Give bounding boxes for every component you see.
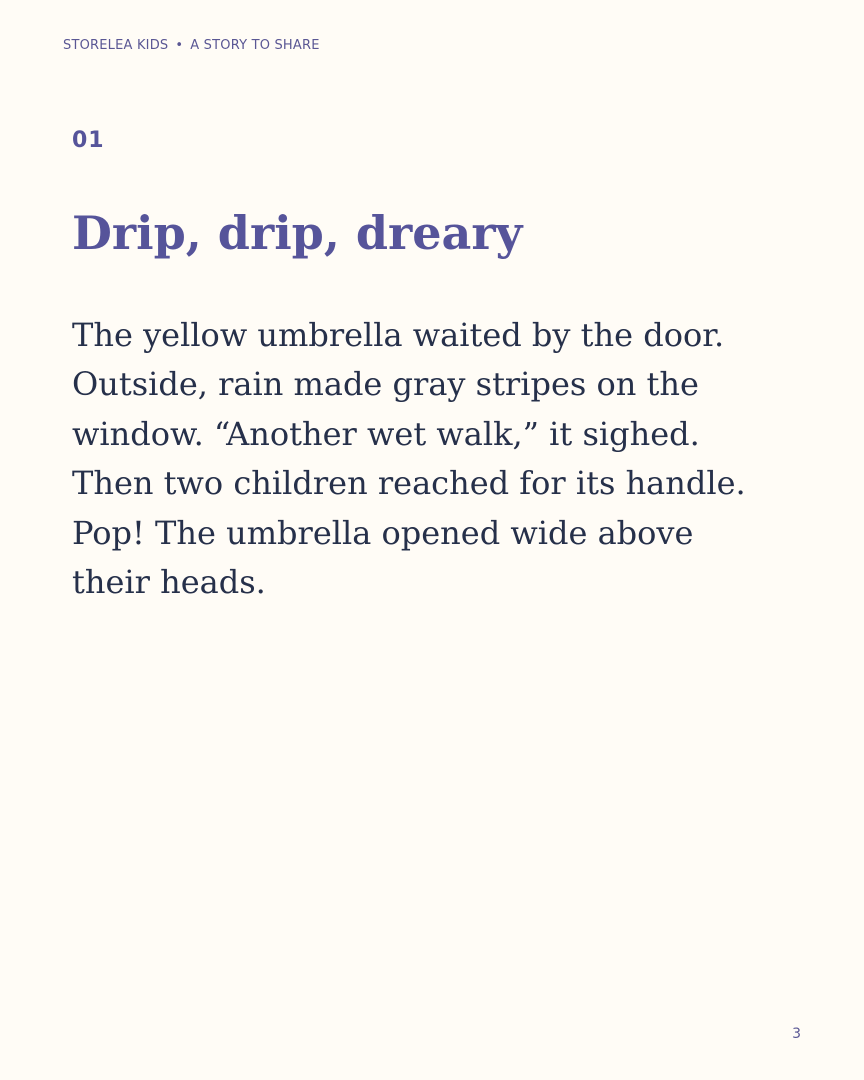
story-line: The yellow umbrella waited by the door. [72,316,725,354]
story-line: window. “Another wet walk,” it sighed. [72,414,700,453]
story-line: Pop! The umbrella opened wide above [72,513,694,552]
header-separator: • [175,38,184,53]
story-line: Then two children reached for its handle. [72,464,746,503]
story-line: Outside, rain made gray stripes on the [72,365,699,404]
story-paragraph [72,311,792,607]
header-tagline: A STORY TO SHARE [190,38,320,53]
chapter-title: Drip, drip, dreary [72,206,523,260]
running-header [63,38,320,53]
brand-name: STORELEA KIDS [63,38,169,53]
page-number: 3 [792,1026,801,1042]
chapter-number: 01 [72,128,105,153]
story-line: their heads. [72,563,266,602]
